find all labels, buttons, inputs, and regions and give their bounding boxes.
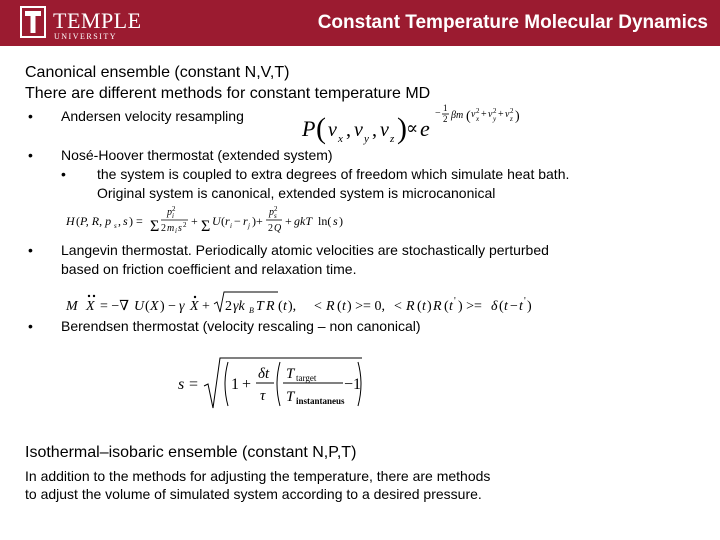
nose-hoover-equation [64, 203, 374, 237]
svg-text:t: t [504, 299, 508, 314]
svg-text:i: i [230, 222, 232, 230]
svg-text:(: ( [337, 299, 342, 314]
svg-text:X: X [190, 299, 199, 314]
svg-text:(: ( [221, 214, 225, 228]
svg-text:v: v [328, 119, 337, 141]
svg-text:m: m [167, 223, 175, 234]
svg-text:y: y [364, 133, 369, 145]
svg-text:= −∇: = −∇ [100, 299, 130, 314]
svg-text:+: + [285, 214, 292, 228]
svg-text:R: R [433, 299, 442, 314]
svg-text:): ) [339, 214, 343, 228]
svg-text:s: s [333, 214, 338, 228]
npt-text-1: In addition to the methods for adjusting the temperature, there are methods [25, 468, 491, 484]
svg-text:Σ: Σ [150, 218, 160, 235]
svg-text:': ' [454, 296, 456, 307]
berendsen-equation [176, 356, 366, 412]
andersen-text: Andersen velocity resampling [61, 108, 244, 124]
svg-text:T: T [256, 299, 264, 314]
svg-text:': ' [524, 296, 526, 307]
nose-hoover-text: Nosé-Hoover thermostat (extended system) [61, 147, 333, 163]
svg-text:i: i [172, 212, 174, 220]
svg-text:): ) [427, 299, 432, 314]
svg-text:2: 2 [225, 299, 232, 314]
svg-text:2: 2 [443, 114, 448, 124]
svg-text:(: ( [278, 299, 283, 314]
svg-text:) >=: ) >= [458, 299, 482, 314]
andersen-equation [300, 100, 540, 150]
svg-text:s: s [274, 212, 277, 220]
svg-text:e: e [420, 116, 430, 141]
langevin-equation [64, 286, 534, 320]
svg-text:2: 2 [172, 205, 176, 213]
svg-text:z: z [510, 115, 513, 123]
svg-text:s: s [178, 376, 185, 393]
svg-text:(: ( [316, 112, 326, 145]
svg-text:t: t [519, 299, 523, 314]
svg-text:γk: γk [233, 299, 245, 314]
svg-text:−: − [510, 299, 518, 314]
bullet-marker: • [28, 147, 33, 163]
svg-text:p: p [167, 207, 172, 218]
svg-text:+: + [242, 376, 252, 393]
svg-text:v: v [488, 109, 493, 120]
svg-text:(: ( [444, 299, 449, 314]
svg-text:Q: Q [274, 223, 282, 234]
npt-heading: Isothermal–isobaric ensemble (constant N,P,T) [25, 444, 357, 461]
svg-text:U: U [212, 214, 221, 228]
svg-text:r: r [243, 214, 248, 228]
svg-text:t: t [283, 299, 287, 314]
svg-text:z: z [390, 133, 395, 145]
svg-text:t: t [449, 299, 453, 314]
svg-text:∝: ∝ [406, 118, 419, 138]
svg-text:),: ), [288, 299, 297, 314]
svg-text:) >= 0,: ) >= 0, [347, 299, 385, 314]
svg-text:T: T [286, 366, 295, 382]
svg-text:1: 1 [443, 103, 448, 113]
svg-text:H: H [66, 214, 75, 228]
svg-text:M: M [66, 299, 78, 314]
svg-text:r: r [225, 214, 230, 228]
svg-text:=: = [189, 376, 199, 393]
nose-hoover-detail-2: Original system is canonical, extended system is microcanonical [97, 185, 496, 201]
svg-text:2: 2 [161, 223, 166, 234]
svg-text:,: , [372, 119, 377, 141]
svg-text:(: ( [499, 299, 504, 314]
svg-text:,: , [346, 119, 351, 141]
logo-name: TEMPLE [53, 8, 142, 33]
svg-text:τ: τ [260, 388, 266, 404]
svg-text:+: + [498, 109, 504, 120]
svg-text:i: i [175, 227, 177, 235]
svg-text:+: + [481, 109, 487, 120]
svg-text:x: x [338, 133, 343, 145]
svg-text:U: U [134, 299, 145, 314]
svg-text:1: 1 [231, 376, 239, 393]
svg-text:2: 2 [510, 107, 514, 115]
svg-text:(: ( [76, 214, 80, 228]
svg-text:−: − [435, 108, 441, 119]
logo-subtitle: UNIVERSITY [54, 32, 117, 41]
svg-text:P: P [302, 116, 316, 141]
svg-text:Σ: Σ [201, 218, 211, 235]
npt-text-2: to adjust the volume of simulated system according to a desired pressure. [25, 486, 482, 502]
svg-text:2: 2 [274, 205, 278, 213]
svg-text:2: 2 [476, 107, 480, 115]
svg-text:s: s [114, 222, 117, 230]
bullet-marker: • [28, 318, 33, 334]
svg-text:2: 2 [183, 221, 187, 229]
svg-text:R: R [406, 299, 415, 314]
svg-text:B: B [249, 306, 254, 315]
svg-text:s: s [123, 214, 128, 228]
svg-text:p: p [269, 207, 274, 218]
svg-text:δ: δ [491, 299, 498, 314]
header-banner [0, 0, 720, 46]
svg-text:v: v [354, 119, 363, 141]
nose-hoover-detail-1: the system is coupled to extra degrees of freedom which simulate heat bath. [97, 166, 570, 182]
svg-text:X: X [86, 299, 95, 314]
svg-text:(: ( [466, 109, 471, 124]
svg-text:+: + [202, 299, 210, 314]
svg-text:): ) [397, 112, 407, 145]
svg-text:−1: −1 [344, 376, 362, 393]
svg-text:<: < [314, 299, 322, 314]
berendsen-text: Berendsen thermostat (velocity rescaling – non canonical) [61, 318, 421, 334]
svg-text:) −: ) − [160, 299, 177, 314]
svg-text:(: ( [417, 299, 422, 314]
svg-text:γ: γ [179, 299, 185, 314]
langevin-text-1: Langevin thermostat. Periodically atomic velocities are stochastically perturbed [61, 242, 549, 258]
svg-text:βm: βm [451, 110, 464, 121]
svg-text:−: − [234, 214, 241, 228]
svg-text:2: 2 [268, 223, 273, 234]
svg-text:j: j [248, 222, 250, 230]
svg-text:R: R [326, 299, 335, 314]
svg-text:) =: ) = [129, 214, 143, 228]
bullet-marker: • [28, 242, 33, 258]
svg-text:δt: δt [258, 366, 270, 382]
svg-text:+: + [191, 214, 198, 228]
svg-text:y: y [493, 115, 497, 123]
svg-text:instantaneus: instantaneus [296, 396, 345, 406]
svg-text:t: t [342, 299, 346, 314]
bullet-marker: • [28, 108, 33, 124]
svg-text:(: ( [145, 299, 150, 314]
sub-bullet-marker: • [61, 166, 66, 182]
methods-intro: There are different methods for constant temperature MD [25, 85, 431, 102]
svg-text:): ) [515, 109, 520, 124]
svg-text:R: R [266, 299, 275, 314]
svg-text:T: T [286, 389, 295, 405]
svg-text:)+: )+ [252, 214, 263, 228]
temple-t-icon [20, 6, 46, 38]
langevin-text-2: based on friction coefficient and relaxation time. [61, 261, 357, 277]
svg-text:v: v [505, 109, 510, 120]
svg-text:x: x [476, 115, 480, 123]
svg-text:P, R, p: P, R, p [80, 214, 112, 228]
svg-text:2: 2 [493, 107, 497, 115]
svg-text:,: , [118, 214, 121, 228]
page-title: Constant Temperature Molecular Dynamics [317, 12, 708, 33]
svg-text:s: s [178, 223, 182, 234]
svg-text:t: t [422, 299, 426, 314]
svg-text:<: < [394, 299, 402, 314]
svg-text:): ) [527, 299, 532, 314]
canonical-heading: Canonical ensemble (constant N,V,T) [25, 64, 290, 81]
svg-text:gkT: gkT [294, 214, 312, 228]
svg-text:v: v [471, 109, 476, 120]
svg-text:v: v [380, 119, 389, 141]
svg-text:target: target [296, 373, 317, 383]
svg-text:ln(: ln( [318, 214, 332, 228]
svg-text:X: X [150, 299, 159, 314]
